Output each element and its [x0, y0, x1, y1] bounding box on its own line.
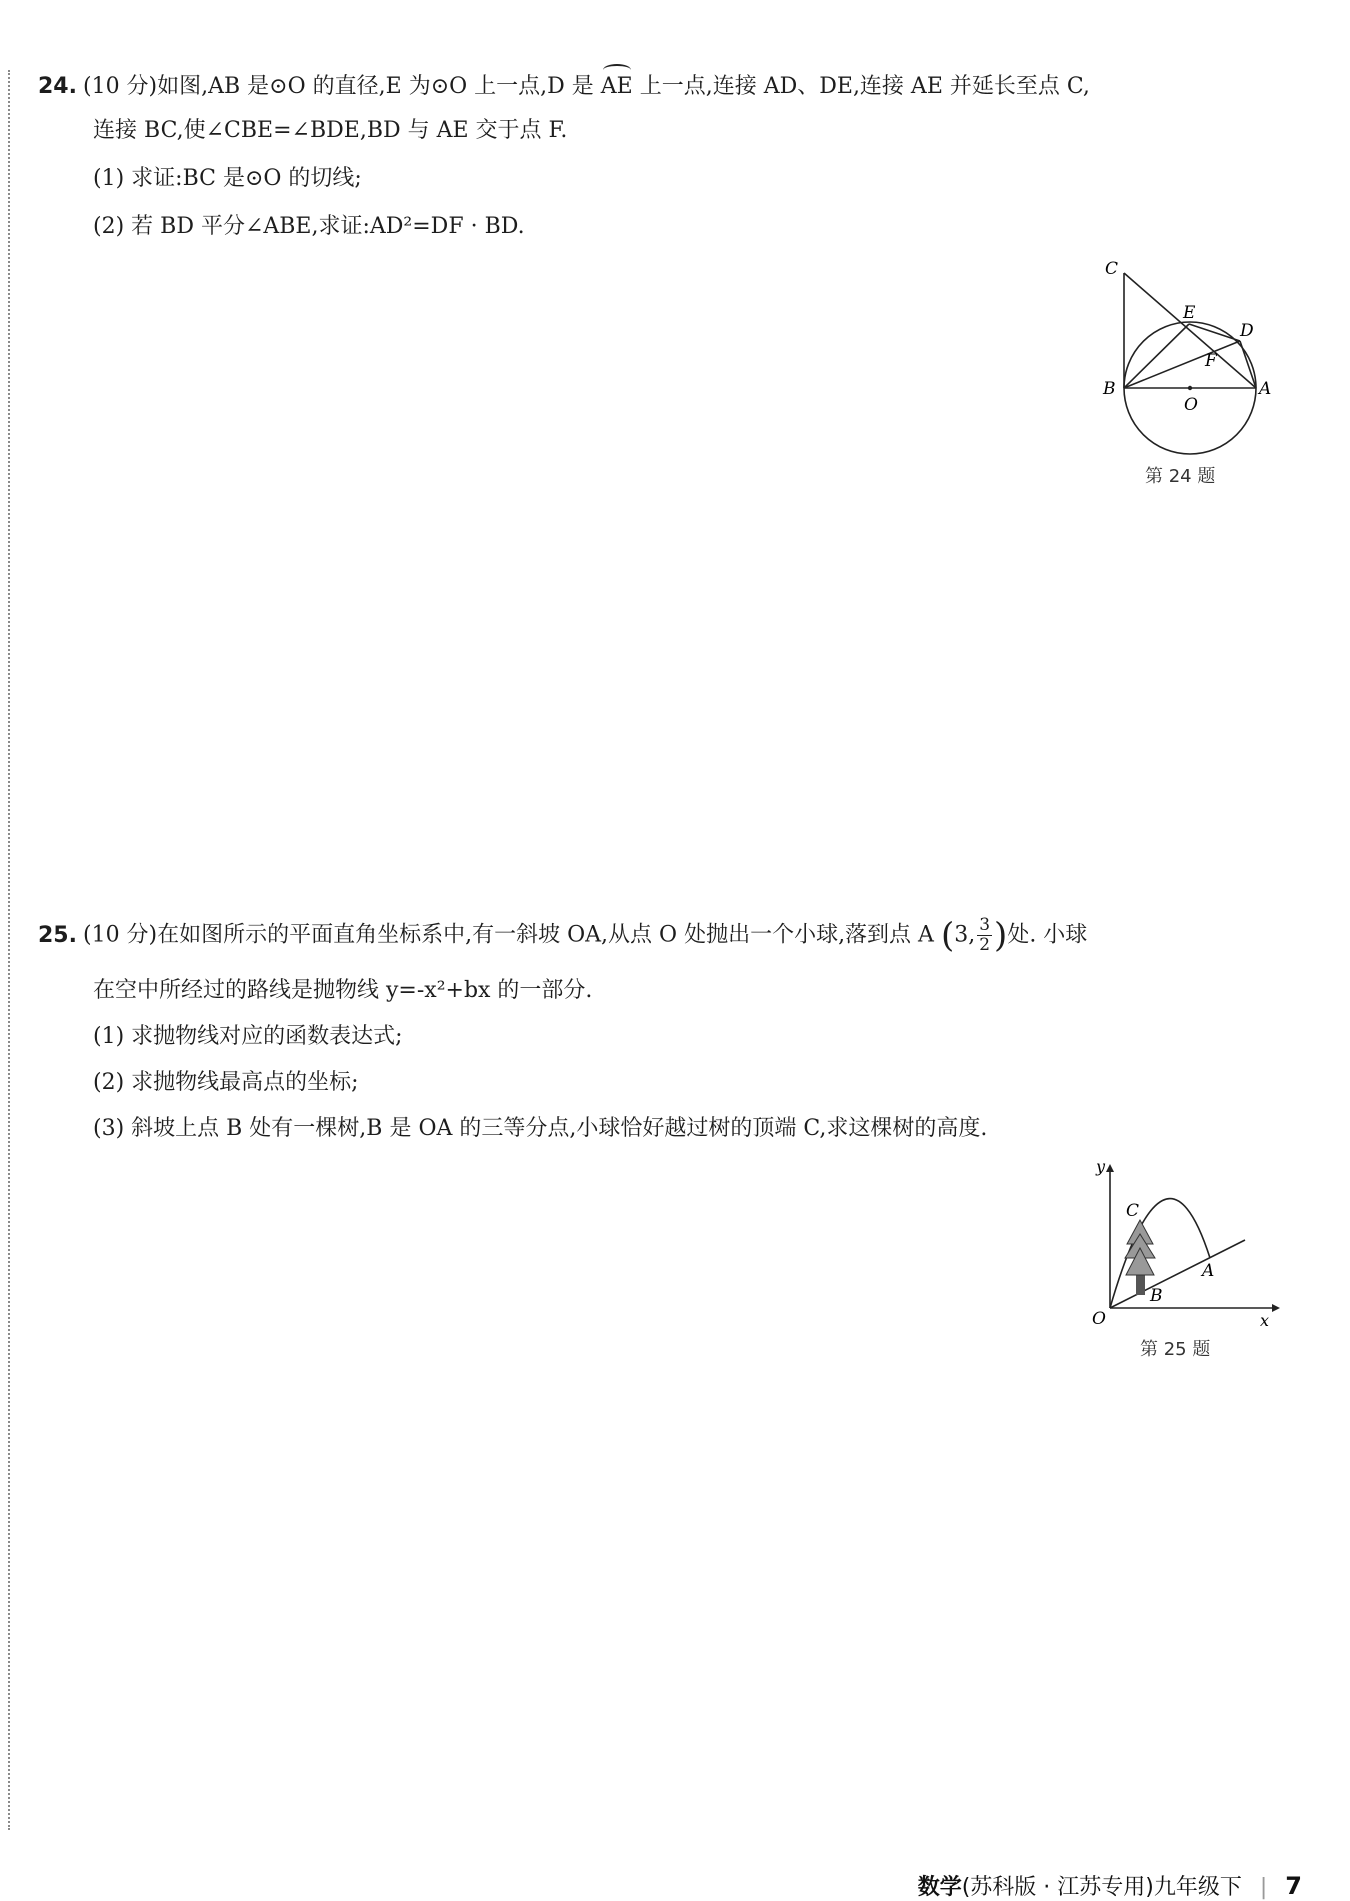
page-footer: 数学(苏科版 · 江苏专用)九年级下 | 7	[917, 1872, 1302, 1900]
binding-margin-line	[8, 70, 10, 1830]
footer-edition: (苏科版 · 江苏专用)九年级下	[961, 1875, 1242, 1900]
label-C: C	[1126, 1201, 1140, 1221]
label-B: B	[1103, 379, 1116, 399]
label-O: O	[1184, 395, 1198, 415]
problem-24-part-1: (1) 求证:BC 是⊙O 的切线;	[93, 166, 362, 191]
arc-ae: AE	[601, 72, 633, 102]
problem-25-part-2: (2) 求抛物线最高点的坐标;	[93, 1070, 359, 1095]
problem-24-part-2: (2) 若 BD 平分∠ABE,求证:AD²=DF · BD.	[93, 214, 525, 239]
label-F: F	[1205, 351, 1217, 371]
problem-25-part-3: (3) 斜坡上点 B 处有一棵树,B 是 OA 的三等分点,小球恰好越过树的顶端 C,求这棵树的高度.	[93, 1116, 988, 1141]
page-number: 7	[1285, 1872, 1302, 1900]
figure-24-circle-diagram	[1095, 258, 1285, 458]
label-E: E	[1183, 303, 1196, 323]
label-origin-O: O	[1092, 1309, 1106, 1328]
problem-25-line-2: 在空中所经过的路线是抛物线 y=-x²+bx 的一部分.	[93, 978, 593, 1003]
problem-24-line-1: 24. (10 分)如图,AB 是⊙O 的直径,E 为⊙O 上一点,D 是 AE 上一点,连接 AD、DE,连接 AE 并延长至点 C,	[38, 72, 1090, 102]
point-a-y-fraction: $\frac{3}{2}$	[979, 915, 991, 955]
figure-25-parabola-diagram	[1080, 1158, 1280, 1328]
problem-24-line-2: 连接 BC,使∠CBE=∠BDE,BD 与 AE 交于点 F.	[93, 118, 568, 143]
label-A: A	[1259, 379, 1272, 399]
axis-label-x: x	[1260, 1311, 1270, 1328]
label-B: B	[1150, 1286, 1163, 1306]
problem-24-number: 24.	[38, 74, 77, 99]
axis-label-y: y	[1096, 1158, 1106, 1176]
figure-25-caption: 第 25 题	[1140, 1339, 1211, 1360]
label-C: C	[1105, 259, 1119, 279]
problem-25-part-1: (1) 求抛物线对应的函数表达式;	[93, 1024, 403, 1049]
figure-24-caption: 第 24 题	[1145, 466, 1216, 487]
problem-25-line-1: 25. (10 分)在如图所示的平面直角坐标系中,有一斜坡 OA,从点 O 处抛出一个小球,落到点 A (3, $\frac{3}{2}$ )处. 小球	[38, 915, 1088, 956]
problem-25-number: 25.	[38, 922, 77, 948]
point-a-x: 3,	[954, 922, 976, 948]
footer-subject: 数学	[917, 1875, 962, 1900]
label-D: D	[1240, 321, 1254, 341]
label-A: A	[1202, 1261, 1215, 1281]
